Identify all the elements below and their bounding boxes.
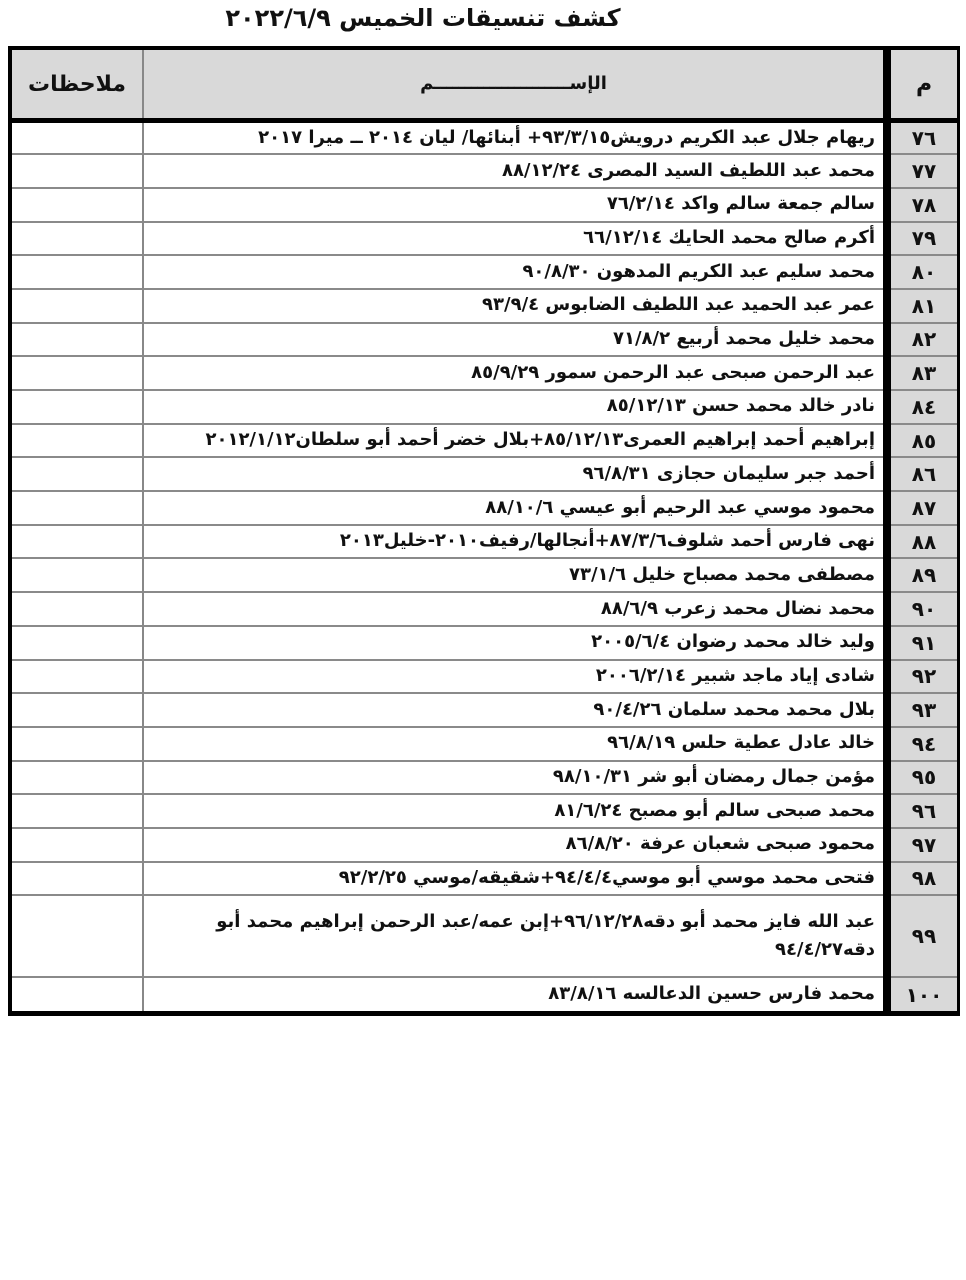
row-number: ٨٤ bbox=[887, 390, 957, 424]
table-row bbox=[12, 761, 957, 795]
row-number: ٩٧ bbox=[887, 828, 957, 862]
coordination-table bbox=[12, 50, 957, 1011]
row-name: محمد صبحى سالم أبو مصبح ٨١/٦/٢٤ bbox=[554, 799, 875, 821]
row-notes bbox=[12, 390, 143, 424]
row-number: ٩٢ bbox=[887, 660, 957, 694]
row-name: محمود موسي عبد الرحيم أبو عيسي ٨٨/١٠/٦ bbox=[485, 496, 875, 518]
row-notes bbox=[12, 828, 143, 862]
row-notes bbox=[12, 289, 143, 323]
row-number: ٧٩ bbox=[887, 222, 957, 256]
table-row bbox=[12, 289, 957, 323]
row-notes bbox=[12, 862, 143, 896]
table-row bbox=[12, 592, 957, 626]
row-name: ريهام جلال عبد الكريم درويش٩٣/٣/١٥+ أبنائها/ ليان ٢٠١٤ ــ ميرا ٢٠١٧ bbox=[258, 126, 875, 148]
row-number: ٩٩ bbox=[887, 895, 957, 977]
row-name: محمد خليل محمد أربيع ٧١/٨/٢ bbox=[613, 328, 875, 350]
row-notes bbox=[12, 424, 143, 458]
row-name: سالم جمعة سالم واكد ٧٦/٢/١٤ bbox=[606, 193, 875, 215]
row-number: ٨٨ bbox=[887, 525, 957, 559]
table-row bbox=[12, 457, 957, 491]
table-row bbox=[12, 222, 957, 256]
table-row bbox=[12, 424, 957, 458]
row-name: شادى إياد ماجد شبير ٢٠٠٦/٢/١٤ bbox=[595, 664, 875, 686]
table-row bbox=[12, 390, 957, 424]
row-number: ٨٩ bbox=[887, 558, 957, 592]
row-name: محمود صبحى شعبان عرفة ٨٦/٨/٢٠ bbox=[565, 833, 875, 855]
row-number: ١٠٠ bbox=[887, 977, 957, 1011]
table-row bbox=[12, 188, 957, 222]
table-row bbox=[12, 660, 957, 694]
row-notes bbox=[12, 977, 143, 1011]
row-name: محمد نضال محمد زعرب ٨٨/٦/٩ bbox=[600, 597, 875, 619]
row-notes bbox=[12, 895, 143, 977]
table-row bbox=[12, 626, 957, 660]
row-number: ٨٥ bbox=[887, 424, 957, 458]
row-number: ٩١ bbox=[887, 626, 957, 660]
row-name: عمر عبد الحميد عبد اللطيف الضابوس ٩٣/٩/٤ bbox=[482, 294, 875, 316]
row-name: نادر خالد محمد حسن ٨٥/١٢/١٣ bbox=[606, 395, 875, 417]
row-notes bbox=[12, 457, 143, 491]
table-row bbox=[12, 323, 957, 357]
row-name: محمد سليم عبد الكريم المدهون ٩٠/٨/٣٠ bbox=[522, 260, 875, 282]
row-name: خالد عادل عطية حلس ٩٦/٨/١٩ bbox=[607, 732, 875, 754]
row-number: ٧٧ bbox=[887, 154, 957, 188]
row-notes bbox=[12, 727, 143, 761]
row-number: ٩٤ bbox=[887, 727, 957, 761]
row-number: ٩٦ bbox=[887, 794, 957, 828]
row-number: ٩٨ bbox=[887, 862, 957, 896]
row-number: ٨٧ bbox=[887, 491, 957, 525]
row-notes bbox=[12, 558, 143, 592]
table-body bbox=[12, 121, 957, 1012]
table-row bbox=[12, 862, 957, 896]
table-row bbox=[12, 794, 957, 828]
row-notes bbox=[12, 121, 143, 155]
table-row bbox=[12, 491, 957, 525]
table-row bbox=[12, 727, 957, 761]
table-row bbox=[12, 525, 957, 559]
row-number: ٧٦ bbox=[887, 121, 957, 155]
row-name: بلال محمد محمد سلمان ٩٠/٤/٢٦ bbox=[593, 698, 875, 720]
table-row bbox=[12, 977, 957, 1011]
row-number: ٧٨ bbox=[887, 188, 957, 222]
table-row bbox=[12, 121, 957, 155]
row-name: مصطفى محمد مصباح خليل ٧٣/١/٦ bbox=[568, 563, 875, 585]
table-header-row bbox=[12, 50, 957, 121]
row-notes bbox=[12, 626, 143, 660]
row-name: أكرم صالح محمد الحايك ٦٦/١٢/١٤ bbox=[583, 227, 875, 248]
row-notes bbox=[12, 222, 143, 256]
row-number: ٨٣ bbox=[887, 356, 957, 390]
row-name: وليد خالد محمد رضوان ٢٠٠٥/٦/٤ bbox=[591, 631, 875, 653]
header-name: الإســــــــــــــــــــــم bbox=[143, 50, 887, 121]
row-notes bbox=[12, 761, 143, 795]
row-notes bbox=[12, 356, 143, 390]
table-row bbox=[12, 255, 957, 289]
coordination-table-frame bbox=[8, 46, 960, 1016]
row-notes bbox=[12, 188, 143, 222]
row-name: نهى فارس أحمد شلوف٨٧/٣/٦+أنجالها/رفيف٢٠١٠-خليل٢٠١٣ bbox=[339, 530, 875, 552]
row-number: ٩٥ bbox=[887, 761, 957, 795]
row-name: إبراهيم أحمد إبراهيم العمرى٨٥/١٢/١٣+بلال خضر أحمد أبو سلطان٢٠١٢/١/١٢ bbox=[205, 429, 875, 451]
row-name: محمد فارس حسين الدعالسه ٨٣/٨/١٦ bbox=[548, 983, 875, 1005]
row-notes bbox=[12, 491, 143, 525]
row-notes bbox=[12, 693, 143, 727]
row-notes bbox=[12, 660, 143, 694]
row-name: عبد الرحمن صبحى عبد الرحمن سمور ٨٥/٩/٢٩ bbox=[471, 361, 875, 383]
row-name: عبد الله فايز محمد أبو دقه٩٦/١٢/٢٨+إبن عمه/عبد الرحمن إبراهيم محمد أبو دقه٩٤/٤/٢٧ bbox=[216, 910, 875, 961]
row-number: ٨٢ bbox=[887, 323, 957, 357]
row-notes bbox=[12, 794, 143, 828]
table-row bbox=[12, 693, 957, 727]
row-number: ٨٦ bbox=[887, 457, 957, 491]
row-notes bbox=[12, 592, 143, 626]
row-name: أحمد جبر سليمان حجازى ٩٦/٨/٣١ bbox=[582, 462, 875, 484]
table-row bbox=[12, 356, 957, 390]
document-title bbox=[0, 4, 966, 32]
header-number: م bbox=[887, 50, 957, 121]
row-notes bbox=[12, 154, 143, 188]
row-number: ٩٠ bbox=[887, 592, 957, 626]
row-notes bbox=[12, 525, 143, 559]
row-notes bbox=[12, 323, 143, 357]
row-name: مؤمن جمال رمضان أبو شر ٩٨/١٠/٣١ bbox=[552, 766, 875, 787]
table-row bbox=[12, 828, 957, 862]
table-row bbox=[12, 895, 957, 977]
row-name: فتحى محمد موسي أبو موسي٩٤/٤/٤+شقيقه/موسي ٩٢/٢/٢٥ bbox=[338, 867, 875, 889]
header-notes: ملاحظات bbox=[12, 50, 143, 121]
row-number: ٨١ bbox=[887, 289, 957, 323]
document-title-text: كشف تنسيقات الخميس ٢٠٢٢/٦/٩ bbox=[225, 4, 621, 32]
row-name: محمد عبد اللطيف السيد المصرى ٨٨/١٢/٢٤ bbox=[501, 159, 875, 181]
row-number: ٩٣ bbox=[887, 693, 957, 727]
table-row bbox=[12, 154, 957, 188]
table-row bbox=[12, 558, 957, 592]
row-notes bbox=[12, 255, 143, 289]
row-number: ٨٠ bbox=[887, 255, 957, 289]
